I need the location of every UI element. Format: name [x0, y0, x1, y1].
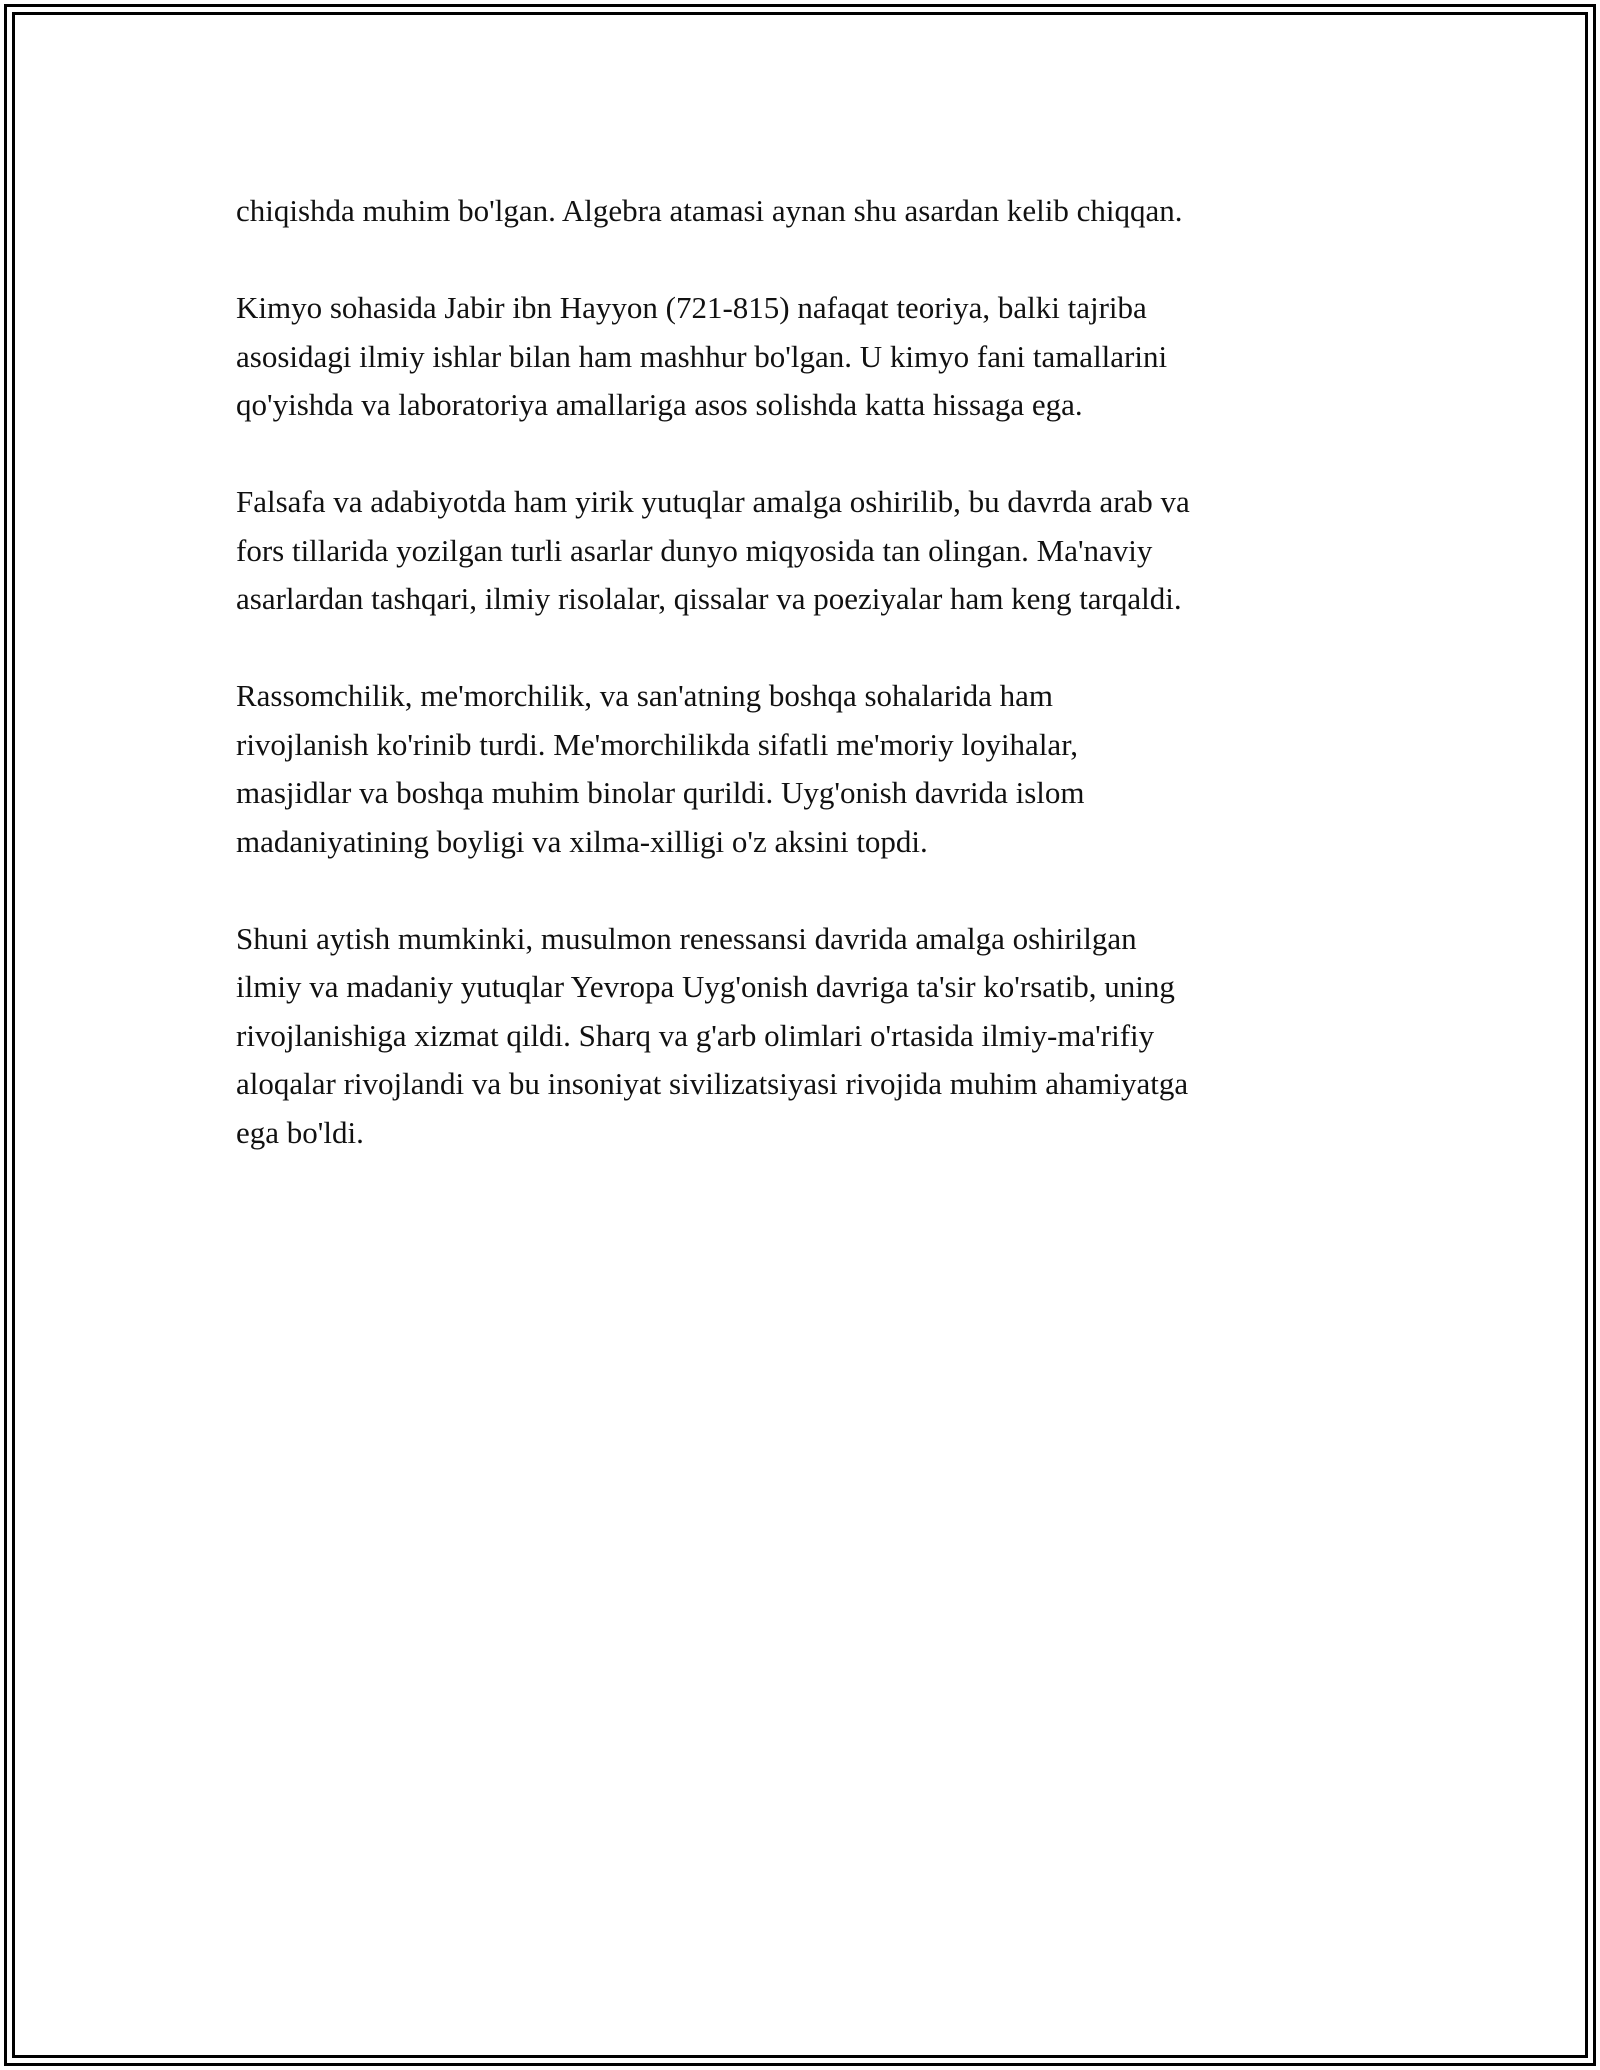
text-line: ilmiy va madaniy yutuqlar Yevropa Uyg'onish davriga ta'sir ko'rsatib, uning	[236, 969, 1175, 1004]
text-line: rivojlanish ko'rinib turdi. Me'morchilikda sifatli me'moriy loyihalar,	[236, 726, 1079, 762]
paragraph-philosophy	[236, 478, 1396, 624]
text-line: masjidlar va boshqa muhim binolar qurildi. Uyg'onish davrida islom	[236, 775, 1085, 810]
paragraph-architecture	[236, 672, 1396, 866]
text-line: ega bo'ldi.	[236, 1114, 364, 1150]
text-line: fors tillarida yozilgan turli asarlar dunyo miqyosida tan olingan. Ma'naviy	[236, 532, 1153, 568]
text-line: Shuni aytish mumkinki, musulmon renessansi davrida amalga oshirilgan	[236, 920, 1137, 956]
text-line: Rassomchilik, me'morchilik, va san'atning boshqa sohalarida ham	[236, 678, 1054, 713]
paragraph-chemistry	[236, 284, 1396, 430]
text-line: asosidagi ilmiy ishlar bilan ham mashhur bo'lgan. U kimyo fani tamallarini	[236, 338, 1168, 374]
text-line: madaniyatining boyligi va xilma-xilligi o'z aksini topdi.	[236, 823, 928, 859]
paragraph-algebra	[236, 187, 1396, 236]
text-line: Kimyo sohasida Jabir ibn Hayyon (721-815) nafaqat teoriya, balki tajriba	[236, 290, 1147, 325]
text-line: chiqishda muhim bo'lgan. Algebra atamasi aynan shu asardan kelib chiqqan.	[236, 193, 1183, 228]
text-line: rivojlanishiga xizmat qildi. Sharq va g'arb olimlari o'rtasida ilmiy-ma'rifiy	[236, 1017, 1155, 1053]
text-line: asarlardan tashqari, ilmiy risolalar, qissalar va poeziyalar ham keng tarqaldi.	[236, 581, 1182, 616]
text-line: aloqalar rivojlandi va bu insoniyat sivilizatsiyasi rivojida muhim ahamiyatga	[236, 1066, 1189, 1101]
text-line: Falsafa va adabiyotda ham yirik yutuqlar amalga oshirilib, bu davrda arab va	[236, 484, 1190, 519]
paragraph-conclusion	[236, 915, 1396, 1158]
document-body	[236, 187, 1396, 1206]
text-line: qo'yishda va laboratoriya amallariga asos solishda katta hissaga ega.	[236, 387, 1083, 422]
